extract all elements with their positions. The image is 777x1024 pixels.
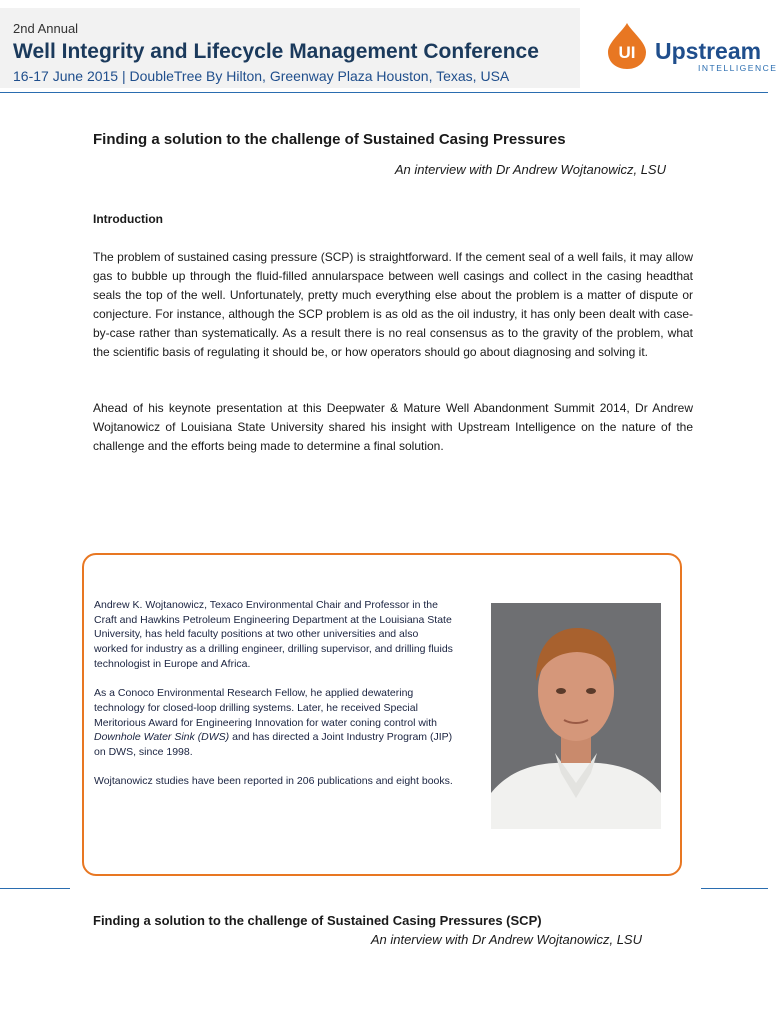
logo-tagline: INTELLIGENCE xyxy=(698,63,777,73)
bio-p2-end: and has directed a Joint Industry Program (JIP) on DWS, since 1998. xyxy=(94,731,453,759)
footer-divider-right xyxy=(701,888,768,889)
intro-paragraph-2: Ahead of his keynote presentation at this Deepwater & Mature Well Abandonment Summit 2014, Dr Andrew Wojtanowicz of Louisiana State University shared his insight with Upstream Intelligence on the nature of the challenge and the efforts being made to determine a final solution. xyxy=(93,401,693,453)
conference-edition: 2nd Annual xyxy=(13,21,79,36)
footer-divider-left xyxy=(0,888,70,889)
logo-mark-text: UI xyxy=(618,43,636,62)
bio-paragraph-1: Andrew K. Wojtanowicz, Texaco Environmental Chair and Professor in the Craft and Hawkins Petroleum Engineering Department at the Louisiana State University, has held faculty positions at two other universities and also worked for industry as a drilling engineer, drilling supervisor, and drilling fluids technologist in Europe and Africa. xyxy=(94,599,453,670)
article-subtitle: An interview with Dr Andrew Wojtanowicz, LSU xyxy=(394,162,666,177)
portrait-illustration xyxy=(491,603,661,829)
footer-article-title: Finding a solution to the challenge of Sustained Casing Pressures (SCP) xyxy=(93,913,542,928)
bio-paragraph-2 xyxy=(94,686,454,760)
bio-paragraph-3: Wojtanowicz studies have been reported in 206 publications and eight books. xyxy=(94,775,453,788)
bio-p2-start: As a Conoco Environmental Research Fellow, he applied dewatering technology for closed-loop drilling systems. Later, he received Special Meritorious Award for Engineering Innovation for water coning control with xyxy=(94,687,437,729)
upstream-intelligence-logo xyxy=(605,22,777,77)
bio-dws-term: Downhole Water Sink (DWS) xyxy=(94,731,230,744)
footer-article-subtitle: An interview with Dr Andrew Wojtanowicz, LSU xyxy=(370,932,642,947)
conference-title: Well Integrity and Lifecycle Management Conference xyxy=(13,40,539,63)
bio-text xyxy=(94,598,454,804)
ui-droplet-icon xyxy=(605,22,649,70)
speaker-portrait-photo xyxy=(491,603,661,829)
logo-wordmark: Upstream xyxy=(655,38,762,64)
intro-paragraph-1: The problem of sustained casing pressure (SCP) is straightforward. If the cement seal of a well fails, it may allow gas to bubble up through the fluid-filled annularspace between well casings and collect in the casing headthat seals the top of the well. Unfortunately, pretty much everything else about the problem is a matter of dispute or conjecture. For instance, although the SCP problem is as old as the oil industry, it has only been dealt with case-by-case rather than systematically. As a result there is no real consensus as to the gravity of the problem, what the scientific basis of regulating it should be, or how operators should go about diagnosing and solving it. xyxy=(93,250,693,359)
article-title: Finding a solution to the challenge of Sustained Casing Pressures xyxy=(93,131,566,148)
header-divider xyxy=(0,92,768,93)
header-banner xyxy=(0,8,580,88)
section-heading-introduction: Introduction xyxy=(93,212,163,226)
conference-date-venue: 16-17 June 2015 | DoubleTree By Hilton, Greenway Plaza Houston, Texas, USA xyxy=(13,68,510,84)
